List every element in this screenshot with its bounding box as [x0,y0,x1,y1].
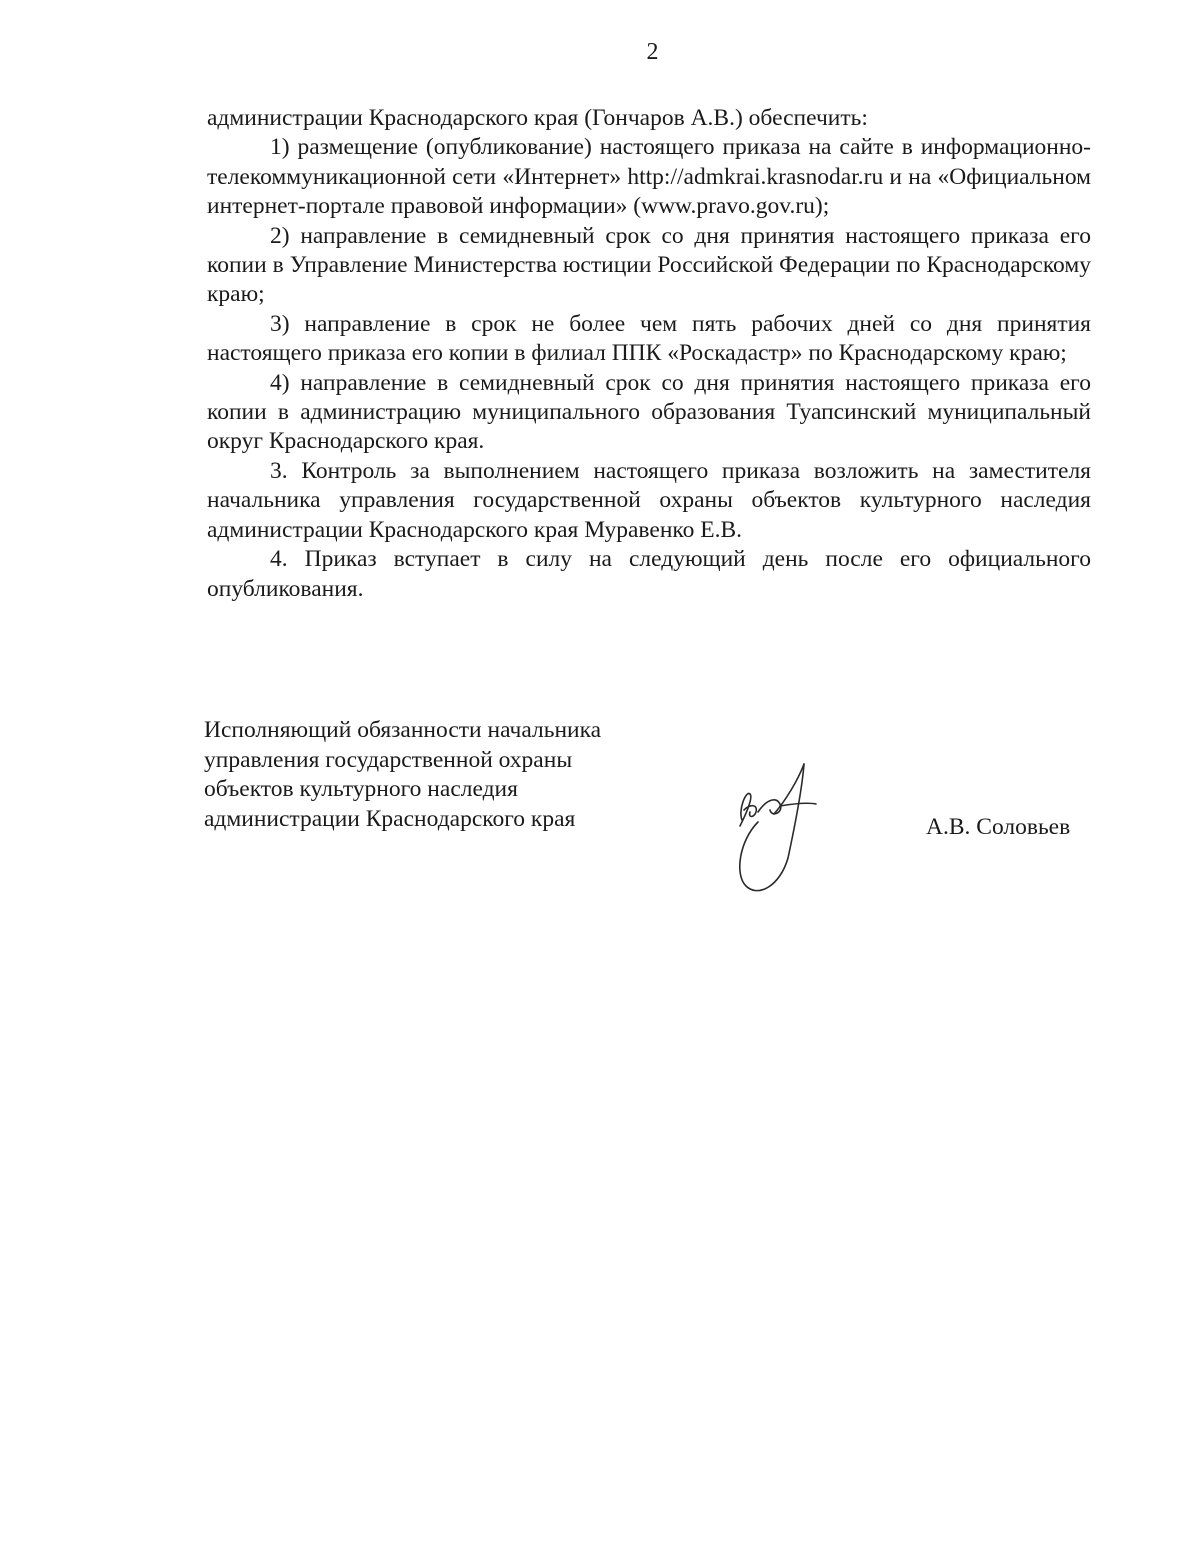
paragraph-item-2: 2) направление в семидневный срок со дня принятия настоящего приказа его копии в Управление Министерства юстиции Российской Федерации по Краснодарскому краю; [207,222,1091,308]
signer-name: А.В. Соловьев [926,814,1071,840]
position-line-1: Исполняющий обязанности начальника [204,717,602,743]
paragraph-item-1: 1) размещение (опубликование) настоящего приказа на сайте в информационно-телекоммуникационной сети «Интернет» http://admkrai.krasnodar.ru и на «Официальном интернет-портале правовой информации» (www.pravo.gov.ru); [207,134,1091,220]
position-line-4: администрации Краснодарского края [204,805,576,832]
paragraph-effective-date: 4. Приказ вступает в силу на следующий день после его официального опубликования. [207,546,1091,602]
paragraph-item-4: 4) направление в семидневный срок со дня принятия настоящего приказа его копии в администрацию муниципального образования Туапсинский муниципальный округ Краснодарского края. [207,369,1091,455]
paragraph-intro: администрации Краснодарского края (Гончаров А.В.) обеспечить: [207,105,868,131]
signatory-position [204,716,674,834]
position-line-3: объектов культурного наследия [204,776,518,803]
paragraph-item-3: 3) направление в срок не более чем пять рабочих дней со дня принятия настоящего приказа его копии в филиал ППК «Роскадастр» по Краснодарскому краю; [207,310,1091,367]
handwritten-signature [728,760,828,900]
page-number: 2 [646,39,659,65]
position-line-2: управления государственной охраны [204,746,573,773]
document-body [207,104,1091,604]
paragraph-control: 3. Контроль за выполнением настоящего приказа возложить на заместителя начальника управления государственной охраны объектов культурного наследия администрации Краснодарского края Муравенко Е.В. [207,457,1091,543]
